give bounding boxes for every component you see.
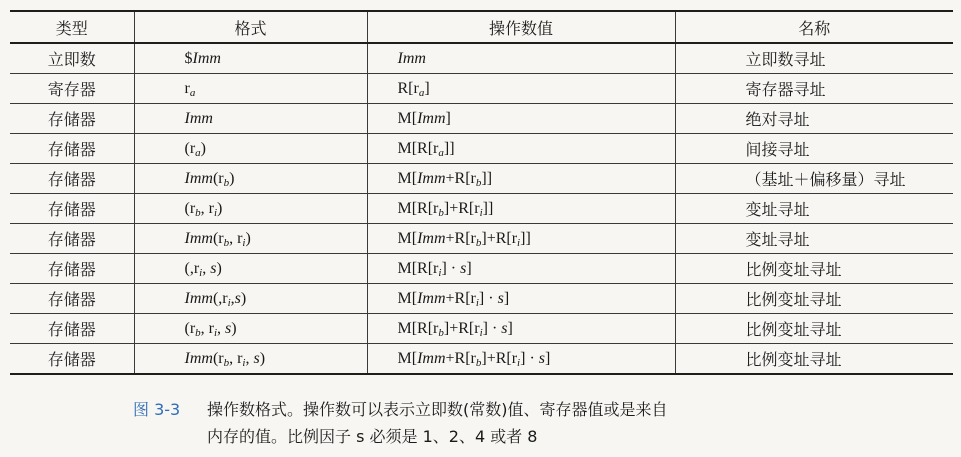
header-format: 格式 <box>134 11 367 43</box>
cell-name: 比例变址寻址 <box>675 284 953 314</box>
cell-format: $Imm <box>134 43 367 74</box>
cell-type: 存储器 <box>10 254 134 284</box>
cell-type: 存储器 <box>10 194 134 224</box>
cell-name: 变址寻址 <box>675 224 953 254</box>
table-row <box>10 43 953 74</box>
cell-name: 比例变址寻址 <box>675 254 953 284</box>
cell-operand-value: $M[R[r_b]+R[r_i] \cdot s]$ <box>367 314 675 344</box>
cell-type: 存储器 <box>10 344 134 375</box>
header-operand-value: 操作数值 <box>367 11 675 43</box>
cell-name: 比例变址寻址 <box>675 314 953 344</box>
figure-caption <box>133 396 933 450</box>
table-row <box>10 104 953 134</box>
cell-format: $Imm(,r_i,s)$ <box>134 284 367 314</box>
header-name: 名称 <box>675 11 953 43</box>
cell-name: 比例变址寻址 <box>675 344 953 375</box>
cell-name: （基址＋偏移量）寻址 <box>675 164 953 194</box>
cell-type: 存储器 <box>10 224 134 254</box>
table-row <box>10 284 953 314</box>
cell-format: ($r_b$, $r_i$, s) <box>134 314 367 344</box>
header-type: 类型 <box>10 11 134 43</box>
cell-type: 存储器 <box>10 104 134 134</box>
cell-format: ($r_b$, $r_i$) <box>134 194 367 224</box>
table-row <box>10 314 953 344</box>
cell-operand-value: $M[Imm+R[r_b]+R[r_i]]$ <box>367 224 675 254</box>
cell-name: 变址寻址 <box>675 194 953 224</box>
cell-name: 立即数寻址 <box>675 43 953 74</box>
cell-type: 存储器 <box>10 284 134 314</box>
cell-name: 绝对寻址 <box>675 104 953 134</box>
cell-operand-value: Imm <box>367 43 675 74</box>
caption-line-1 <box>133 396 933 423</box>
table-row <box>10 254 953 284</box>
cell-operand-value: $M[Imm+R[r_i] \cdot s]$ <box>367 284 675 314</box>
cell-type: 寄存器 <box>10 74 134 104</box>
cell-operand-value: $R[r_a]$ <box>367 74 675 104</box>
table-row <box>10 74 953 104</box>
caption-line-2: 内存的值。比例因子 s 必须是 1、2、4 或者 8 <box>207 427 538 446</box>
table-row <box>10 134 953 164</box>
table-row <box>10 344 953 375</box>
cell-operand-value: M[Imm] <box>367 104 675 134</box>
caption-text-1: 操作数格式。操作数可以表示立即数(常数)值、寄存器值或是来自 <box>207 400 668 419</box>
table-body <box>10 43 953 374</box>
cell-format: $Imm(r_b$, $r_i$, s) <box>134 344 367 375</box>
table-row <box>10 224 953 254</box>
cell-format: $Imm(r_b)$ <box>134 164 367 194</box>
cell-operand-value: $M[Imm+R[r_b]+R[r_i] \cdot s]$ <box>367 344 675 375</box>
cell-type: 存储器 <box>10 164 134 194</box>
cell-format: ($,r_i$, s) <box>134 254 367 284</box>
cell-operand-value: $M[R[r_a]]$ <box>367 134 675 164</box>
figure-label: 图 3-3 <box>133 400 181 419</box>
cell-name: 间接寻址 <box>675 134 953 164</box>
table-row <box>10 194 953 224</box>
cell-type: 存储器 <box>10 314 134 344</box>
cell-format: $r_a$ <box>134 74 367 104</box>
cell-format: $Imm(r_b$, $r_i$) <box>134 224 367 254</box>
table-row <box>10 164 953 194</box>
cell-operand-value: $M[Imm+R[r_b]]$ <box>367 164 675 194</box>
cell-format: $(r_a)$ <box>134 134 367 164</box>
cell-type: 存储器 <box>10 134 134 164</box>
cell-operand-value: $M[R[r_i] \cdot s]$ <box>367 254 675 284</box>
operand-format-table <box>10 10 953 375</box>
cell-format: Imm <box>134 104 367 134</box>
cell-type: 立即数 <box>10 43 134 74</box>
cell-name: 寄存器寻址 <box>675 74 953 104</box>
table-header-row <box>10 11 953 43</box>
cell-operand-value: $M[R[r_b]+R[r_i]]$ <box>367 194 675 224</box>
